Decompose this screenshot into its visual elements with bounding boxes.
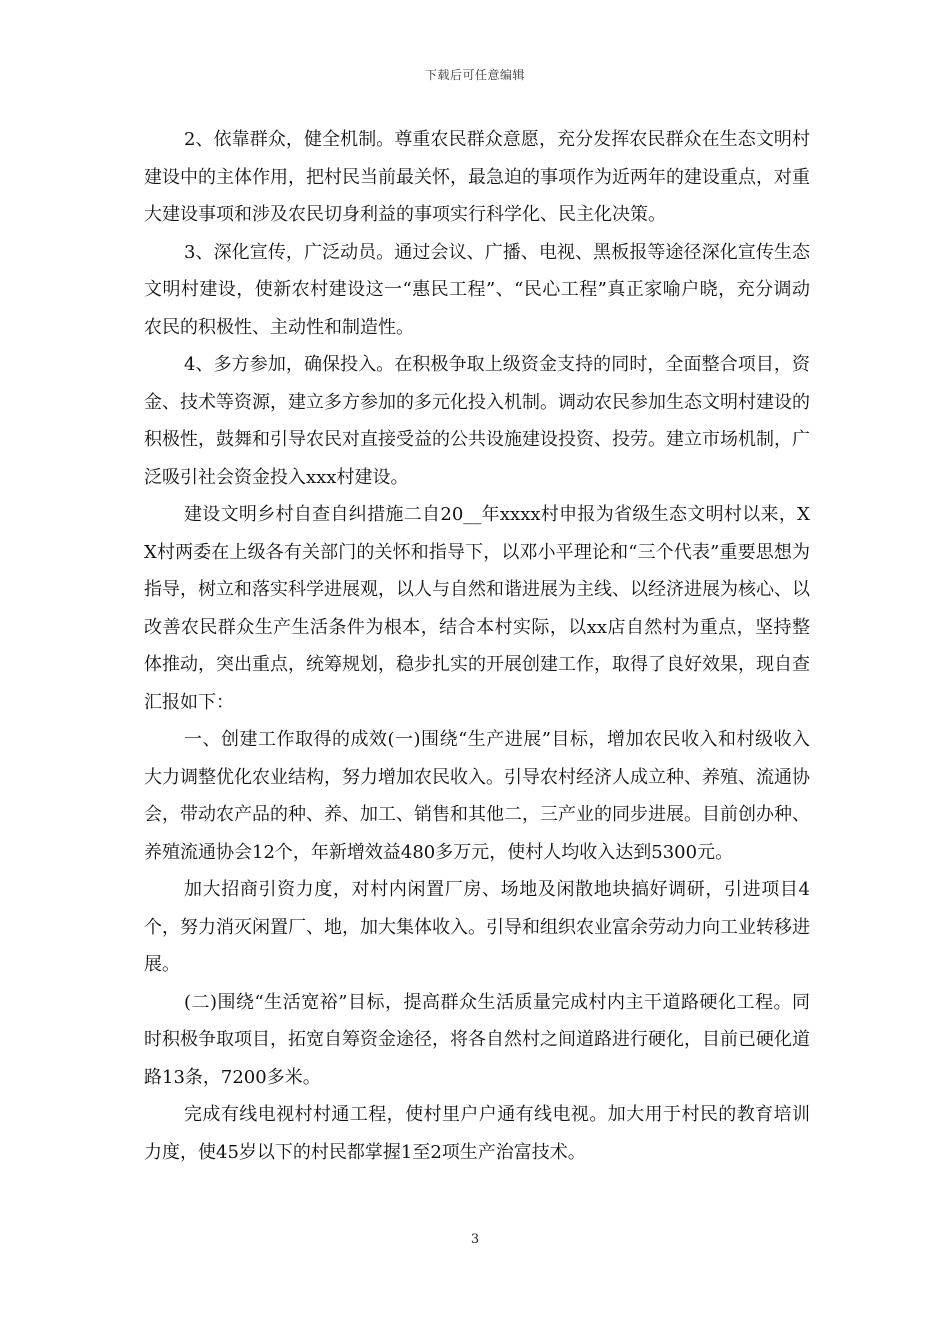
paragraph-2: 3、深化宣传，广泛动员。通过会议、广播、电视、黑板报等途径深化宣传生态文明村建设，使新农村建设这一“惠民工程”、“民心工程”真正家喻户晓，充分调动农民的积极性、主动性和制造性。: [144, 241, 810, 338]
paragraph-1: 2、依靠群众，健全机制。尊重农民群众意愿，充分发挥农民群众在生态文明村建设中的主体作用，把村民当前最关怀，最急迫的事项作为近两年的建设重点，对重大建设事项和涉及农民切身利益的事项实行科学化、民主化决策。: [144, 129, 810, 225]
page-header-note: 下载后可任意编辑: [424, 68, 525, 82]
paragraph-6: 加大招商引资力度，对村内闲置厂房、场地及闲散地块搞好调研，引进项目4个，努力消灭闲置厂、地，加大集体收入。引导和组织农业富余劳动力向工业转移进展。: [144, 879, 810, 975]
page-number: 3: [470, 1232, 480, 1247]
paragraph-8: 完成有线电视村村通工程，使村里户户通有线电视。加大用于村民的教育培训力度，使45岁以下的村民都掌握1至2项生产治富技术。: [144, 1104, 810, 1163]
paragraph-3: 4、多方参加，确保投入。在积极争取上级资金支持的同时，全面整合项目，资金、技术等资源，建立多方参加的多元化投入机制。调动农民参加生态文明村建设的积极性，鼓舞和引导农民对直接受益的公共设施建设投资、投劳。建立市场机制，广泛吸引社会资金投入xxx村建设。: [144, 354, 810, 488]
document-body: [144, 121, 810, 1171]
paragraph-7: (二)围绕“生活宽裕”目标，提高群众生活质量完成村内主干道路硬化工程。同时积极争取项目，拓宽自筹资金途径，将各自然村之间道路进行硬化，目前已硬化道路13条，7200多米。: [144, 991, 810, 1088]
paragraph-4: 建设文明乡村自查自纠措施二自20__年xxxx村申报为省级生态文明村以来，XX村两委在上级各有关部门的关怀和指导下，以邓小平理论和“三个代表”重要思想为指导，树立和落实科学进展观，以人与自然和谐进展为主线、以经济进展为核心、以改善农民群众生产生活条件为根本，结合本村实际，以xx店自然村为重点，坚持整体推动，突出重点，统筹规划，稳步扎实的开展创建工作，取得了良好效果，现自查汇报如下：: [144, 504, 810, 713]
paragraph-5: 一、创建工作取得的成效(一)围绕“生产进展”目标，增加农民收入和村级收入大力调整优化农业结构，努力增加农民收入。引导农村经济人成立种、养殖、流通协会，带动农产品的种、养、加工、销售和其他二，三产业的同步进展。目前创办种、养殖流通协会12个，年新增效益480多万元，使村人均收入达到5300元。: [144, 729, 810, 863]
